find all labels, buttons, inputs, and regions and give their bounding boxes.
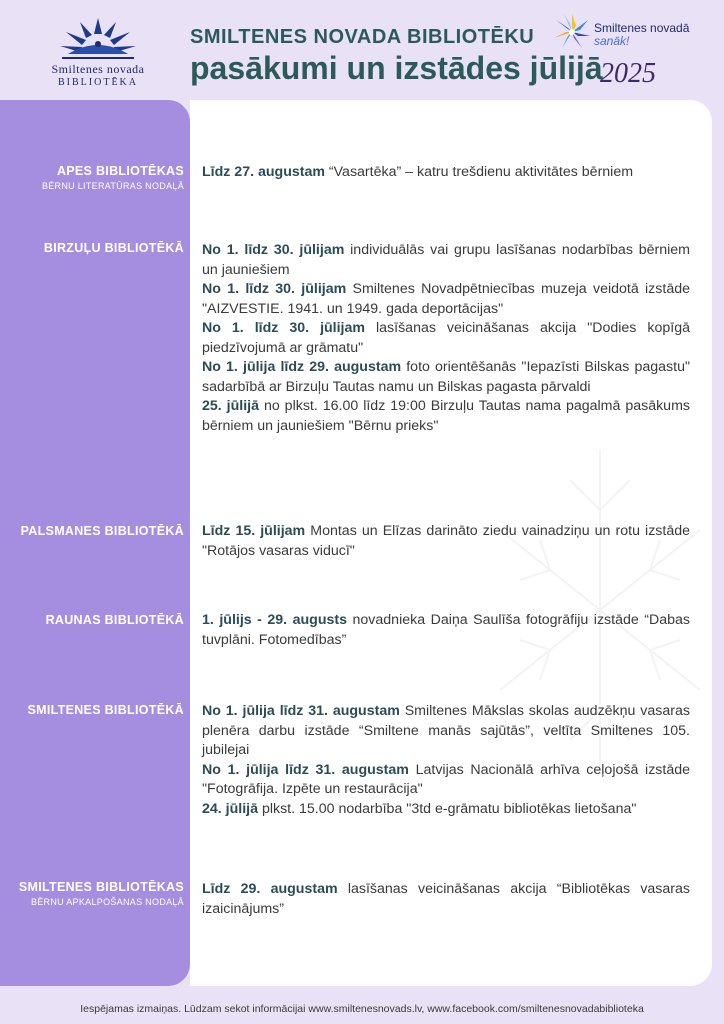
section-name: SMILTENES BIBLIOTĒKĀ [27,703,184,717]
section-entries-birzulu [202,241,690,436]
section-name: BIRZUĻU BIBLIOTĒKĀ [43,241,184,255]
brand-text [594,22,689,48]
section-name: RAUNAS BIBLIOTĒKĀ [45,613,184,627]
brand-line1: Smiltenes novadā [594,21,690,35]
section-subname: BĒRNU LITERATŪRAS NODAĻĀ [41,181,184,191]
event-entry: Līdz 29. augustam lasīšanas veicināšanas akcija “Bibliotēkas vasaras izaicinājums” [202,881,691,917]
event-entry: No 1. līdz 30. jūlijam Smiltenes Novadpētniecības muzeja veidotā izstāde "AIZVESTIE. 1941. un 1949. gada deportācijas" [202,281,690,317]
cornflower-logo-icon [58,14,138,60]
section-label-raunas [0,613,184,627]
section-entries-palsmanes [202,522,690,561]
brand-line2: sanāk! [594,34,630,48]
section-label-birzulu [0,241,184,255]
event-entry: No 1. līdz 30. jūlijam lasīšanas veicināšanas akcija "Dodies kopīgā piedzīvojumā ar grāmatu" [202,320,690,356]
library-logo [28,14,168,94]
logo-text-line2: BIBLIOTĒKA [58,77,138,88]
section-name: APES BIBLIOTĒKAS [56,164,184,178]
event-entry: No 1. jūlija līdz 31. augustam Latvijas Nacionālā arhīva ceļojošā izstāde "Fotogrāfija. Izpēte un restaurācija" [202,761,690,797]
section-entries-smiltenes-children [202,880,690,919]
footer-note: Iespējamas izmaiņas. Lūdzam sekot informācijai www.smiltenesnovads.lv, www.facebook.com/smiltenesnovadabiblioteka [80,1003,644,1015]
section-label-smiltenes [0,703,184,717]
section-entries-raunas [202,611,690,650]
event-entry: Līdz 15. jūlijam Montas un Elīzas darināto ziedu vainadziņu un rotu izstāde "Rotājos vasaras viducī" [202,523,690,559]
event-entry: 25. jūlijā no plkst. 16.00 līdz 19:00 Birzuļu Tautas nama pagalmā pasākums bērniem un jauniešiem "Bērnu prieks" [202,398,690,434]
event-entry: 1. jūlijs - 29. augusts novadnieka Daiņa Saulīša fotogrāfiju izstāde “Dabas tuvplāni. Fotomedības” [202,612,690,648]
section-label-apes [0,164,184,191]
page-title: pasākumi un izstādes jūlijā [190,50,603,86]
sidebar [0,100,190,986]
section-name: SMILTENES BIBLIOTĒKAS [18,880,184,894]
event-entry: No 1. jūlija līdz 31. augustam Smiltenes Mākslas skolas audzēkņu vasaras plenēra darbu izstāde “Smiltene manās sajūtās”, veltīta Smiltenes 105. jubilejai [202,703,690,758]
event-entry: No 1. līdz 30. jūlijam individuālās vai grupu lasīšanas nodarbības bērniem un jauniešiem [202,242,690,278]
brand-logo [552,12,722,52]
logo-text-line1: Smiltenes novada [51,62,145,76]
year: 2025 [600,58,656,89]
page-title-top: SMILTENES NOVADA BIBLIOTĒKU [190,26,535,48]
event-entry: No 1. jūlija līdz 29. augustam foto orientēšanās "Iepazīsti Bilskas pagastu" sadarbībā ar Birzuļu Tautas namu un Bilskas pagasta pārvaldi [202,359,691,395]
section-label-palsmanes [0,524,184,538]
event-entry: 24. jūlijā plkst. 15.00 nodarbība "3td e-grāmatu bibliotēkas lietošana" [202,800,637,817]
section-entries-apes [202,163,690,183]
flower-burst-icon [552,12,592,52]
section-name: PALSMANES BIBLIOTĒKĀ [20,524,184,538]
section-entries-smiltenes [202,702,690,819]
section-subname: BĒRNU APKALPOŠANAS NODAĻĀ [30,897,184,907]
section-label-smiltenes-children [0,880,184,907]
header [0,0,724,100]
event-entry: Līdz 27. augustam “Vasartēka” – katru trešdienu aktivitātes bērniem [202,164,634,180]
